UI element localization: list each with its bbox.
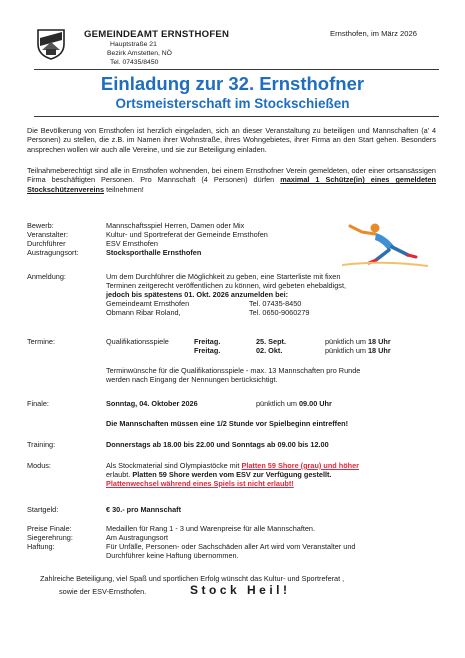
quali-time-2 [325,346,391,355]
contact-2-phone: Tel. 0650-9060279 [249,308,310,317]
modus-provided-text: Platten 59 Shore werden vom ESV zur Verfügung gestellt. [132,470,332,479]
org-name: GEMEINDEAMT ERNSTHOFEN [84,29,230,40]
curling-player-icon [342,220,430,268]
eligibility-limit: maximal 1 Schütze(in) eines gemeldeten Stockschützenvereins [27,175,436,194]
contact-2-name: Obmann Ribar Roland, [106,308,181,317]
haftung-line-1: Für Unfälle, Personen- oder Sachschäden aller Art wird vom Veranstalter und [106,542,356,551]
modus-erlaubt-text: erlaubt. [106,470,133,479]
finale-date: Sonntag, 04. Oktober 2026 [106,399,198,408]
quali-day-2: Freitag. [194,346,221,355]
haftung-label: Haftung: [27,542,55,551]
quali-time-1-prefix: pünktlich um [325,337,368,346]
header-divider [34,69,439,70]
finale-notice: Die Mannschaften müssen eine 1/2 Stunde vor Spielbeginn eintreffen! [106,419,349,428]
quali-day-1: Freitag. [194,337,221,346]
anmeldung-label: Anmeldung: [27,272,66,281]
contact-1-phone: Tel. 07435-8450 [249,299,302,308]
modus-material-text: Als Stockmaterial sind Olympiastöcke mit [106,461,242,470]
durchfuehrer-label: Durchführer [27,239,66,248]
intro-paragraph-2 [27,166,436,194]
haftung-line-2: Durchführer keine Haftung übernommen. [106,551,239,560]
quali-date-2: 02. Okt. [256,346,283,355]
page-title: Einladung zur 32. Ernsthofner [100,73,365,94]
anmeldung-deadline: jedoch bis spätestens 01. Okt. 2026 anzumelden bei: [106,290,289,299]
quali-date-1: 25. Sept. [256,337,287,346]
page-subtitle: Ortsmeisterschaft im Stockschießen [115,96,350,111]
eligibility-text: Teilnahmeberechtigt sind alle in Ernsthofen wohnenden, bei einem Ernsthofner Verein gemeldeten, oder einer ortsansässigen Firma beschäftigten Personen. Pro Mannschaft (4 Personen) dürfen [27,166,436,185]
startgeld-label: Startgeld: [27,505,59,514]
intro-paragraph-1: Die Bevölkerung von Ernsthofen ist herzlich eingeladen, sich an dieser Veranstaltung zu beteiligen und Mannschaften (a' 4 Personen) zu stellen, die z.B. im Namen ihrer Wohnstraße, ihres Wohngebietes, ihrer Firma an den Start gehen. Besonders ansprechen wollen wir auch alle Vereine, und sie zur Beteiligung einladen. [27,126,436,154]
siegerehrung-label: Siegerehrung: [27,533,73,542]
finale-time-value: 09.00 Uhr [299,399,332,408]
training-label: Training: [27,440,56,449]
modus-label: Modus: [27,461,51,470]
finale-time [256,399,332,408]
place-date: Ernsthofen, im März 2026 [330,29,417,38]
title-divider [34,116,439,117]
closing-greeting: Stock Heil! [190,583,291,597]
modus-shore-requirement: Platten 59 Shore (grau) und höher [241,461,360,470]
quali-label: Qualifikationsspiele [106,337,169,346]
finale-time-prefix: pünktlich um [256,399,299,408]
termine-note-1: Terminwünsche für die Qualifikationsspiele - max. 13 Mannschaften pro Runde [106,366,361,375]
coat-of-arms-icon [36,28,66,60]
preise-value: Medaillen für Rang 1 - 3 und Warenpreise für alle Mannschaften. [106,524,316,533]
org-street: Hauptstraße 21 [110,41,157,48]
modus-line-1 [106,461,359,470]
closing-line-1: Zahlreiche Beteiligung, viel Spaß und sportlichen Erfolg wünscht das Kultur- und Sportreferat , [40,574,345,583]
veranstalter-value: Kultur- und Sportreferat der Gemeinde Ernsthofen [106,230,268,239]
org-phone: Tel. 07435/8450 [110,59,159,66]
veranstalter-label: Veranstalter: [27,230,68,239]
quali-time-2-value: 18 Uhr [368,346,391,355]
finale-label: Finale: [27,399,49,408]
quali-time-1 [325,337,391,346]
bewerb-value: Mannschaftsspiel Herren, Damen oder Mix [106,221,245,230]
durchfuehrer-value: ESV Ernsthofen [106,239,158,248]
austragungsort-value: Stocksporthalle Ernsthofen [106,248,202,257]
bewerb-label: Bewerb: [27,221,54,230]
termine-note-2: werden nach Eingang der Nennungen berücksichtigt. [106,375,278,384]
contact-1-name: Gemeindeamt Ernsthofen [106,299,190,308]
startgeld-value: € 30.- pro Mannschaft [106,505,182,514]
quali-time-2-prefix: pünktlich um [325,346,368,355]
quali-time-1-value: 18 Uhr [368,337,391,346]
preise-label: Preise Finale: [27,524,72,533]
anmeldung-line-1: Um dem Durchführer die Möglichkeit zu geben, eine Starterliste mit fixen [106,272,341,281]
eligibility-end: teilnehmen! [104,184,144,194]
austragungsort-label: Austragungsort: [27,248,79,257]
termine-label: Termine: [27,337,55,346]
modus-line-2 [106,470,331,479]
closing-line-2: sowie der ESV-Ernsthofen. [59,587,147,596]
siegerehrung-value: Am Austragungsort [106,533,169,542]
training-value: Donnerstags ab 18.00 bis 22.00 und Sonntags ab 09.00 bis 12.00 [106,440,329,449]
anmeldung-line-2: Terminen zeitgerecht veröffentlichen zu können, wird gebeten ehebaldigst, [106,281,347,290]
modus-no-swap-warning: Plattenwechsel während eines Spiels ist nicht erlaubt! [106,479,294,488]
org-district: Bezirk Amstetten, NÖ [107,50,172,57]
